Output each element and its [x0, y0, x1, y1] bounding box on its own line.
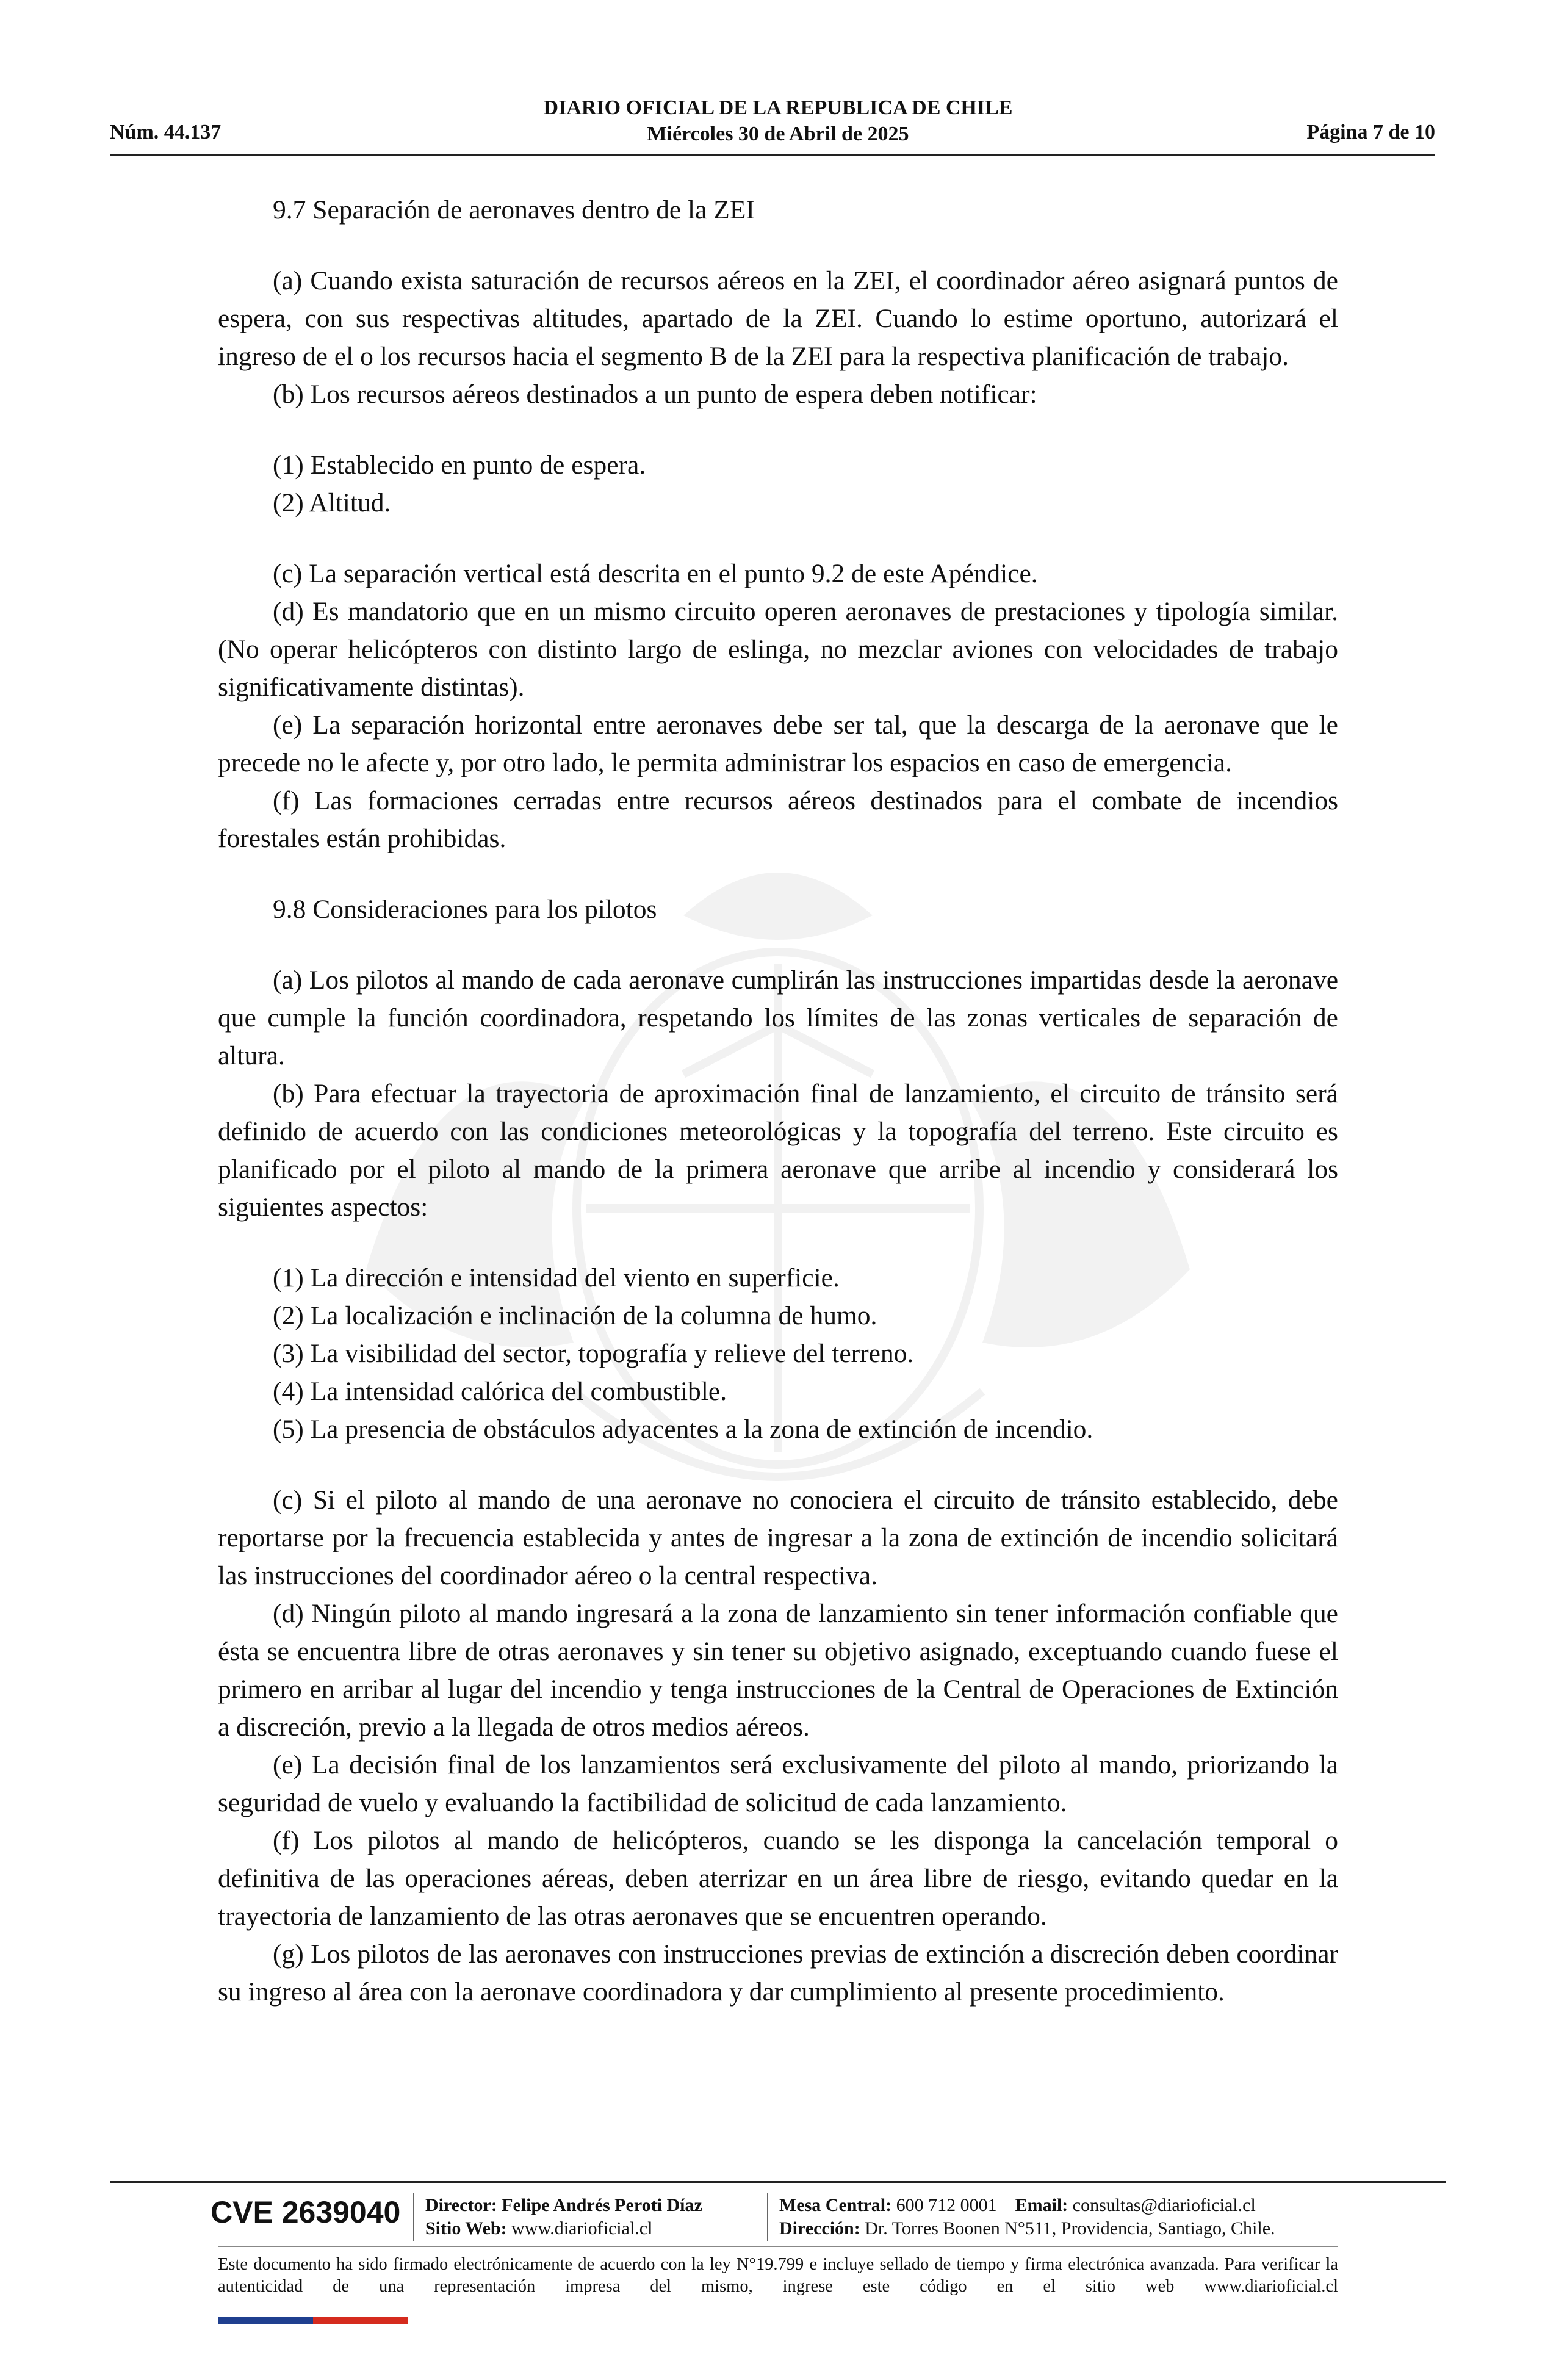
- footer-director-block: [425, 2194, 702, 2240]
- header-divider: [110, 154, 1435, 156]
- flag-stripe-red: [313, 2317, 408, 2324]
- list-item: (2) Altitud.: [273, 488, 391, 517]
- section-heading-9-8: 9.8 Consideraciones para los pilotos: [273, 895, 657, 924]
- footer-separator: [413, 2193, 414, 2241]
- paragraph: (c) La separación vertical está descrita en el punto 9.2 de este Apéndice.: [273, 559, 1038, 588]
- director-name: Felipe Andrés Peroti Díaz: [502, 2195, 702, 2215]
- paragraph: (f) Los pilotos al mando de helicópteros, cuando se les disponga la cancelación temporal o definitiva de las operaciones aéreas, deben aterrizar en un área libre de riesgo, evitando quedar en la trayectoria de lanzamiento de las otras aeronaves que se encuentren operando.: [218, 1826, 1338, 1931]
- footer-divider: [218, 2246, 1338, 2247]
- paragraph: (f) Las formaciones cerradas entre recursos aéreos destinados para el combate de incendios forestales están prohibidas.: [218, 786, 1338, 853]
- signature-disclaimer: Este documento ha sido firmado electrónicamente de acuerdo con la ley N°19.799 e incluye sellado de tiempo y firma electrónica avanzada. Para verificar la autenticidad de una representación impresa del mismo, ingrese este código en el sitio web www.diarioficial.cl: [218, 2255, 1338, 2296]
- paragraph: (c) Si el piloto al mando de una aeronave no conociera el circuito de tránsito establecido, debe reportarse por la frecuencia establecida y antes de ingresar a la zona de extinción de incendio solicitará las instrucciones del coordinador aéreo o la central respectiva.: [218, 1485, 1338, 1590]
- paragraph: (d) Es mandatorio que en un mismo circuito operen aeronaves de prestaciones y tipología similar. (No operar helicópteros con distinto largo de eslinga, no mezclar aviones con velocidades de trabajo significativamente distintas).: [218, 597, 1338, 702]
- list-item: (2) La localización e inclinación de la columna de humo.: [273, 1301, 877, 1330]
- list-item: (5) La presencia de obstáculos adyacentes a la zona de extinción de incendio.: [273, 1415, 1093, 1444]
- paragraph: (e) La separación horizontal entre aeronaves debe ser tal, que la descarga de la aeronave que le precede no le afecte y, por otro lado, le permita administrar los espacios en caso de emergencia.: [218, 710, 1338, 777]
- paragraph: (d) Ningún piloto al mando ingresará a la zona de lanzamiento sin tener información confiable que ésta se encuentra libre de otras aeronaves y sin tener su objetivo asignado, exceptuando cuando fuese el primero en arribar al lugar del incendio y tenga instrucciones de la Central de Operaciones de Extinción a discreción, previo a la llegada de otros medios aéreos.: [218, 1599, 1338, 1742]
- address-label: Dirección:: [779, 2218, 860, 2238]
- list-item: (4) La intensidad calórica del combustible.: [273, 1377, 727, 1406]
- paragraph: (a) Cuando exista saturación de recursos aéreos en la ZEI, el coordinador aéreo asignará puntos de espera, con sus respectivas altitudes, apartado de la ZEI. Cuando lo estime oportuno, autorizará el ingreso de el o los recursos hacia el segmento B de la ZEI para la respectiva planificación de trabajo.: [218, 266, 1338, 371]
- footer-separator: [767, 2193, 768, 2241]
- list-item: (1) La dirección e intensidad del viento en superficie.: [273, 1263, 840, 1293]
- email-label: Email:: [1015, 2195, 1068, 2215]
- site-label: Sitio Web:: [425, 2218, 507, 2238]
- director-label: Director:: [425, 2195, 497, 2215]
- mesa-phone: 600 712 0001: [896, 2195, 997, 2215]
- document-body: [218, 191, 1338, 2011]
- aspects-list: [218, 1259, 1338, 1448]
- footer-contact-block: [779, 2194, 1275, 2240]
- mesa-label: Mesa Central:: [779, 2195, 892, 2215]
- cve-code: CVE 2639040: [211, 2195, 401, 2229]
- paragraph: (e) La decisión final de los lanzamientos será exclusivamente del piloto al mando, priorizando la seguridad de vuelo y evaluando la factibilidad de solicitud de cada lanzamiento.: [218, 1750, 1338, 1817]
- list-item: (3) La visibilidad del sector, topografía y relieve del terreno.: [273, 1339, 914, 1368]
- footer-divider: [110, 2181, 1446, 2183]
- page-number: Página 7 de 10: [1306, 121, 1435, 143]
- section-heading-9-7: 9.7 Separación de aeronaves dentro de la ZEI: [273, 195, 755, 225]
- paragraph: (g) Los pilotos de las aeronaves con instrucciones previas de extinción a discreción deben coordinar su ingreso al área con la aeronave coordinadora y dar cumplimiento al presente procedimiento.: [218, 1939, 1338, 2007]
- notification-list: [218, 446, 1338, 522]
- paragraph: (a) Los pilotos al mando de cada aeronave cumplirán las instrucciones impartidas desde la aeronave que cumple la función coordinadora, respetando los límites de las zonas verticales de separación de altura.: [218, 965, 1338, 1070]
- publication-date: Miércoles 30 de Abril de 2025: [647, 123, 909, 145]
- issue-number: Núm. 44.137: [110, 121, 222, 143]
- flag-stripe-blue: [218, 2317, 313, 2324]
- address-value: Dr. Torres Boonen N°511, Providencia, Santiago, Chile.: [865, 2218, 1275, 2238]
- publication-title: DIARIO OFICIAL DE LA REPUBLICA DE CHILE: [543, 96, 1013, 119]
- paragraph: (b) Para efectuar la trayectoria de aproximación final de lanzamiento, el circuito de tránsito será definido de acuerdo con las condiciones meteorológicas y la topografía del terreno. Este circuito es planificado por el piloto al mando de la primera aeronave que arribe al incendio y considerará los siguientes aspectos:: [218, 1079, 1338, 1222]
- paragraph: (b) Los recursos aéreos destinados a un punto de espera deben notificar:: [273, 380, 1037, 409]
- email-link[interactable]: consultas@diarioficial.cl: [1072, 2195, 1256, 2215]
- site-link[interactable]: www.diarioficial.cl: [511, 2218, 653, 2238]
- flag-stripe: [218, 2317, 408, 2324]
- list-item: (1) Establecido en punto de espera.: [273, 450, 646, 480]
